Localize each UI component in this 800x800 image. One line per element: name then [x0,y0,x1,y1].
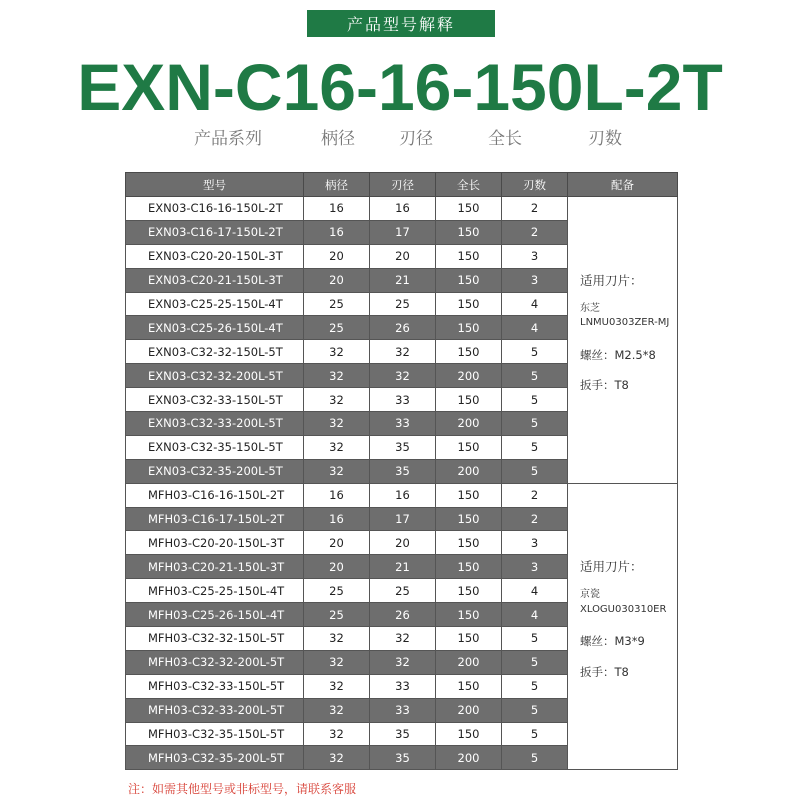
cell-cutter-diameter: 25 [370,579,436,603]
cell-model: EXN03-C16-17-150L-2T [126,220,304,244]
cell-model: MFH03-C16-16-150L-2T [126,483,304,507]
table-row [126,483,678,507]
cell-cutter-diameter: 16 [370,483,436,507]
cell-model: EXN03-C25-26-150L-4T [126,316,304,340]
cell-model: MFH03-C32-33-200L-5T [126,698,304,722]
cell-shank: 32 [304,459,370,483]
cell-length: 200 [436,459,502,483]
cell-flutes: 2 [502,507,568,531]
accessory-screw: 螺丝：M2.5*8 [580,347,656,362]
cell-cutter-diameter: 33 [370,698,436,722]
cell-flutes: 5 [502,340,568,364]
cell-flutes: 2 [502,197,568,221]
cell-model: EXN03-C32-33-200L-5T [126,412,304,436]
cell-shank: 32 [304,746,370,770]
cell-flutes: 5 [502,364,568,388]
cell-model: MFH03-C32-35-200L-5T [126,746,304,770]
cell-model: MFH03-C20-21-150L-3T [126,555,304,579]
header-length: 全长 [436,173,502,197]
cell-cutter-diameter: 35 [370,722,436,746]
cell-flutes: 3 [502,555,568,579]
cell-shank: 20 [304,268,370,292]
cell-model: EXN03-C32-35-150L-5T [126,435,304,459]
cell-cutter-diameter: 33 [370,674,436,698]
cell-model: EXN03-C25-25-150L-4T [126,292,304,316]
cell-length: 150 [436,292,502,316]
part-shank-label: 柄径 [321,129,355,149]
cell-length: 150 [436,268,502,292]
cell-flutes: 5 [502,698,568,722]
cell-model: MFH03-C20-20-150L-3T [126,531,304,555]
cell-flutes: 4 [502,579,568,603]
cell-flutes: 2 [502,483,568,507]
accessory-brand: 东芝 [580,302,600,314]
cell-flutes: 4 [502,292,568,316]
cell-length: 150 [436,388,502,412]
cell-cutter-diameter: 33 [370,388,436,412]
cell-model: MFH03-C25-26-150L-4T [126,603,304,627]
header-flutes: 刃数 [502,173,568,197]
cell-shank: 25 [304,316,370,340]
cell-cutter-diameter: 32 [370,340,436,364]
accessory-brand: 京瓷 [580,589,600,601]
title-banner: 产品型号解释 [307,10,495,37]
cell-flutes: 3 [502,531,568,555]
cell-shank: 32 [304,435,370,459]
cell-length: 150 [436,555,502,579]
cell-length: 150 [436,722,502,746]
cell-shank: 25 [304,579,370,603]
cell-model: EXN03-C16-16-150L-2T [126,197,304,221]
cell-length: 150 [436,316,502,340]
cell-cutter-diameter: 32 [370,627,436,651]
accessory-wrench: 扳手：T8 [580,378,629,393]
cell-cutter-diameter: 26 [370,603,436,627]
cell-flutes: 5 [502,650,568,674]
cell-model: MFH03-C32-35-150L-5T [126,722,304,746]
part-length-label: 全长 [488,129,522,149]
cell-flutes: 2 [502,220,568,244]
cell-cutter-diameter: 32 [370,364,436,388]
cell-length: 200 [436,650,502,674]
cell-length: 150 [436,531,502,555]
cell-model: EXN03-C32-32-200L-5T [126,364,304,388]
cell-shank: 16 [304,220,370,244]
cell-flutes: 3 [502,244,568,268]
cell-model: MFH03-C32-32-200L-5T [126,650,304,674]
cell-cutter-diameter: 35 [370,746,436,770]
cell-cutter-diameter: 35 [370,435,436,459]
cell-length: 150 [436,340,502,364]
cell-shank: 32 [304,412,370,436]
cell-shank: 32 [304,674,370,698]
cell-shank: 32 [304,722,370,746]
header-cutter-diameter: 刃径 [370,173,436,197]
cell-shank: 32 [304,340,370,364]
cell-length: 150 [436,627,502,651]
model-code-example: EXN-C16-16-150L-2T [77,50,723,124]
cell-flutes: 5 [502,412,568,436]
cell-cutter-diameter: 33 [370,412,436,436]
cell-length: 150 [436,579,502,603]
cell-flutes: 5 [502,388,568,412]
part-flutes-label: 刃数 [588,129,622,149]
cell-shank: 16 [304,483,370,507]
cell-model: MFH03-C32-33-150L-5T [126,674,304,698]
header-model: 型号 [126,173,304,197]
cell-length: 150 [436,483,502,507]
cell-length: 200 [436,746,502,770]
cell-cutter-diameter: 20 [370,244,436,268]
cell-length: 150 [436,603,502,627]
header-shank: 柄径 [304,173,370,197]
accessory-wrench: 扳手：T8 [580,665,629,680]
cell-shank: 20 [304,531,370,555]
cell-shank: 25 [304,603,370,627]
cell-cutter-diameter: 35 [370,459,436,483]
cell-model: EXN03-C32-32-150L-5T [126,340,304,364]
header-accessory: 配备 [568,173,678,197]
cell-cutter-diameter: 21 [370,555,436,579]
cell-length: 200 [436,698,502,722]
model-parts-legend [0,124,800,149]
cell-cutter-diameter: 25 [370,292,436,316]
cell-length: 150 [436,507,502,531]
accessory-title: 适用刀片： [580,559,643,575]
cell-length: 150 [436,220,502,244]
cell-cutter-diameter: 20 [370,531,436,555]
cell-shank: 32 [304,388,370,412]
cell-shank: 20 [304,555,370,579]
accessory-screw: 螺丝：M3*9 [580,634,645,649]
table-header-row [126,173,678,197]
cell-shank: 32 [304,627,370,651]
cell-model: MFH03-C16-17-150L-2T [126,507,304,531]
cell-shank: 16 [304,197,370,221]
cell-flutes: 5 [502,435,568,459]
table-row [126,197,678,221]
cell-length: 150 [436,244,502,268]
cell-flutes: 5 [502,674,568,698]
cell-shank: 32 [304,364,370,388]
cell-flutes: 5 [502,722,568,746]
cell-shank: 25 [304,292,370,316]
spec-table [125,172,678,770]
accessory-insert-model: LNMU0303ZER-MJ [580,317,670,329]
cell-shank: 32 [304,698,370,722]
cell-cutter-diameter: 26 [370,316,436,340]
cell-length: 150 [436,197,502,221]
cell-model: EXN03-C20-21-150L-3T [126,268,304,292]
cell-length: 200 [436,412,502,436]
cell-cutter-diameter: 17 [370,507,436,531]
cell-model: EXN03-C32-35-200L-5T [126,459,304,483]
cell-model: EXN03-C20-20-150L-3T [126,244,304,268]
cell-shank: 20 [304,244,370,268]
cell-flutes: 3 [502,268,568,292]
cell-model: EXN03-C32-33-150L-5T [126,388,304,412]
cell-cutter-diameter: 21 [370,268,436,292]
part-cutter-diameter-label: 刃径 [399,129,433,149]
cell-cutter-diameter: 17 [370,220,436,244]
cell-flutes: 4 [502,316,568,340]
cell-length: 150 [436,674,502,698]
part-series-label: 产品系列 [194,129,262,149]
accessory-info-cell [568,197,678,484]
cell-model: MFH03-C25-25-150L-4T [126,579,304,603]
cell-flutes: 4 [502,603,568,627]
cell-flutes: 5 [502,746,568,770]
accessory-title: 适用刀片： [580,272,643,288]
cell-flutes: 5 [502,459,568,483]
cell-cutter-diameter: 32 [370,650,436,674]
accessory-info-cell [568,483,678,770]
footnote: 注：如需其他型号或非标型号，请联系客服 [128,782,357,796]
cell-model: MFH03-C32-32-150L-5T [126,627,304,651]
cell-flutes: 5 [502,627,568,651]
cell-length: 200 [436,364,502,388]
cell-shank: 16 [304,507,370,531]
cell-shank: 32 [304,650,370,674]
accessory-insert-model: XLOGU030310ER [580,603,667,615]
cell-cutter-diameter: 16 [370,197,436,221]
cell-length: 150 [436,435,502,459]
